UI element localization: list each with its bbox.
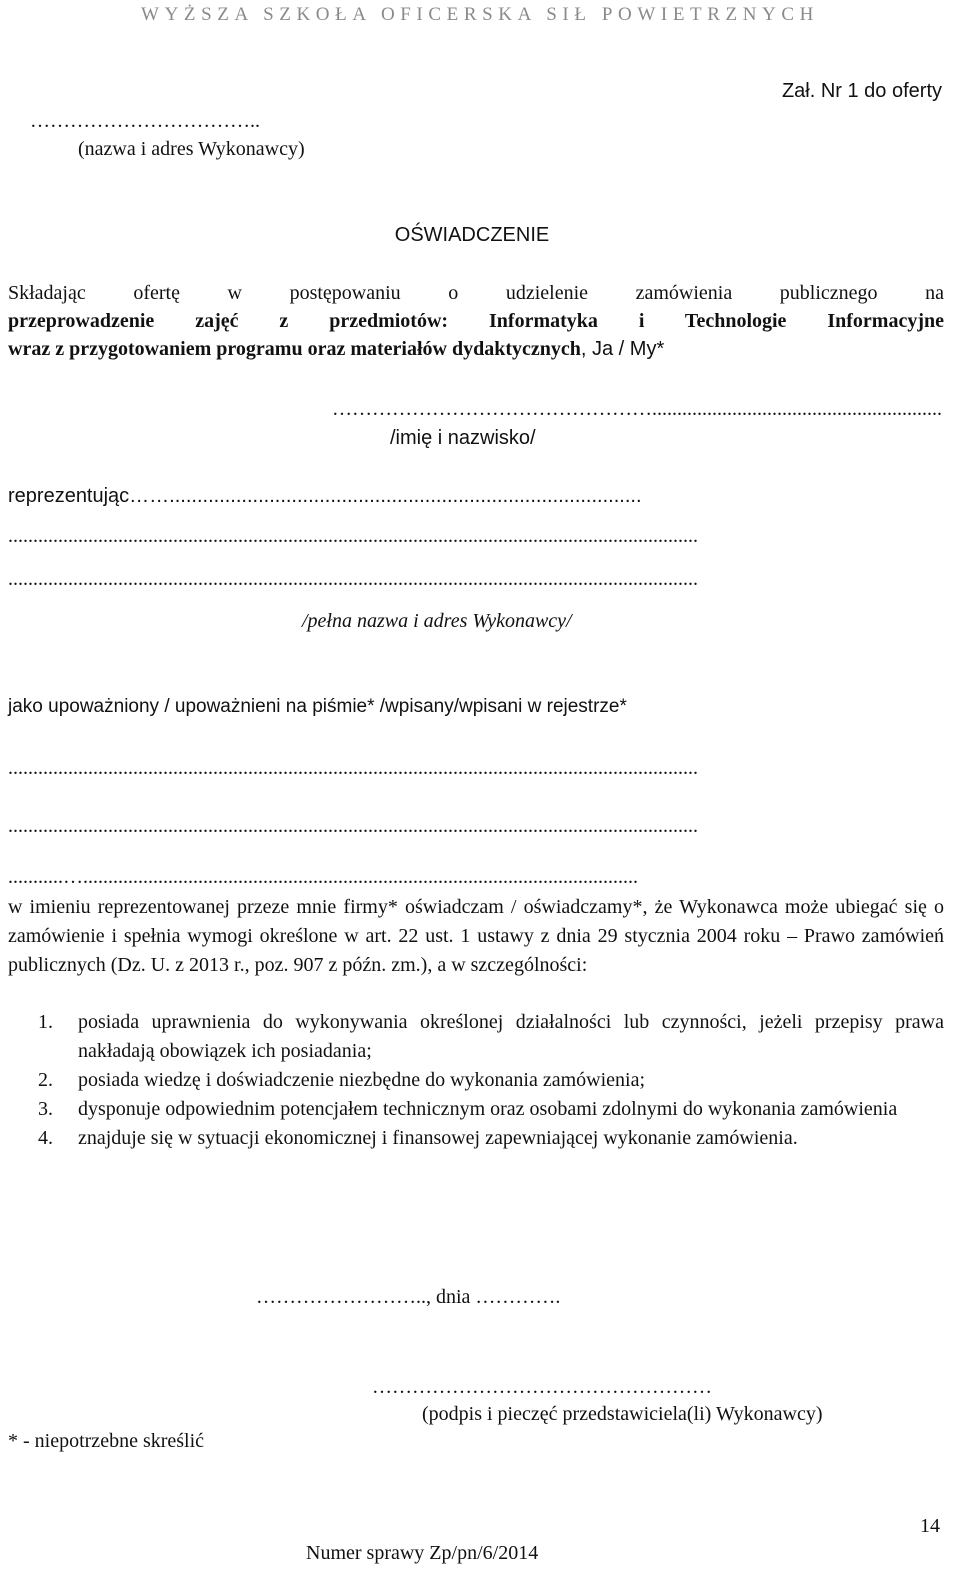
intro-line-1 [8, 282, 944, 305]
authorization-dots-2: .......................................................................................................................................... [8, 815, 698, 837]
condition-text: znajduje się w sytuacji ekonomicznej i finansowej zapewniającej wykonanie zamówienia. [78, 1127, 798, 1149]
declaration-paragraph: w imieniu reprezentowanej przeze mnie firmy* oświadczam / oświadczamy*, że Wykonawca może ubiegać się o zamówienie i spełnia wymogi określone w art. 22 ust. 1 ustawy z dnia 29 stycznia 2004 roku – Prawo zamówień publicznych (Dz. U. z 2013 r., poz. 907 z późn. zm.), a w szczególności: [8, 896, 944, 976]
representing-dots-2: .......................................................................................................................................... [8, 525, 698, 547]
ja-my-text: , Ja / My* [580, 338, 665, 360]
representing-dots-3: .......................................................................................................................................... [8, 568, 698, 590]
intro-line-2 [8, 310, 944, 333]
subject-text: przeprowadzenie zajęć z przedmiotów: Informatyka i Technologie Informacyjne [8, 310, 944, 332]
attachment-label: Zał. Nr 1 do oferty [781, 80, 942, 102]
condition-number: 3. [38, 1098, 53, 1120]
intro-line-1-text: Składając ofertę w postępowaniu o udzielenie zamówienia publicznego na [8, 282, 944, 304]
subject-text-continued: wraz z przygotowaniem programu oraz materiałów dydaktycznych [8, 338, 581, 360]
document-title: OŚWIADCZENIE [394, 224, 550, 246]
page-number: 14 [920, 1515, 940, 1537]
intro-line-3 [8, 338, 664, 361]
authorization-text: jako upoważniony / upoważnieni na piśmie* /wpisany/wpisani w rejestrze* [8, 696, 627, 717]
representing-label: reprezentując……..................................................................................... [8, 485, 642, 507]
condition-text: dysponuje odpowiednim potencjałem technicznym oraz osobami zdolnymi do wykonania zamówienia [78, 1098, 898, 1120]
signature-label: (podpis i pieczęć przedstawiciela(li) Wykonawcy) [422, 1403, 823, 1425]
contractor-dots: …………………………….. [30, 110, 260, 132]
authorization-dots-3: ...........…............................................................................................................... [8, 866, 638, 888]
authorization-dots-1: .......................................................................................................................................... [8, 757, 698, 779]
name-caption: /imię i nazwisko/ [390, 427, 536, 449]
condition-number: 2. [38, 1069, 53, 1091]
representing-caption: /pełna nazwa i adres Wykonawcy/ [302, 610, 572, 632]
condition-text: posiada uprawnienia do wykonywania określonej działalności lub czynności, jeżeli przepisy prawa nakładają obowiązek ich posiadania; [78, 1011, 944, 1062]
condition-item [8, 1124, 944, 1153]
footnote: * - niepotrzebne skreślić [8, 1430, 205, 1452]
contractor-label: (nazwa i adres Wykonawcy) [78, 138, 305, 160]
condition-number: 1. [38, 1011, 53, 1033]
school-header: WYŻSZA SZKOŁA OFICERSKA SIŁ POWIETRZNYCH [141, 4, 819, 25]
date-line: …………………….., dnia …………. [256, 1286, 561, 1308]
conditions-list [8, 1008, 944, 1153]
condition-item [8, 1066, 944, 1095]
condition-item [8, 1095, 944, 1124]
case-number: Numer sprawy Zp/pn/6/2014 [306, 1542, 539, 1564]
signature-dots: …………………………………………… [372, 1376, 712, 1398]
condition-item [8, 1008, 944, 1066]
condition-text: posiada wiedzę i doświadczenie niezbędne do wykonania zamówienia; [78, 1069, 646, 1091]
condition-number: 4. [38, 1127, 53, 1149]
name-dots: ………………………………………….......................................................... [332, 398, 942, 420]
